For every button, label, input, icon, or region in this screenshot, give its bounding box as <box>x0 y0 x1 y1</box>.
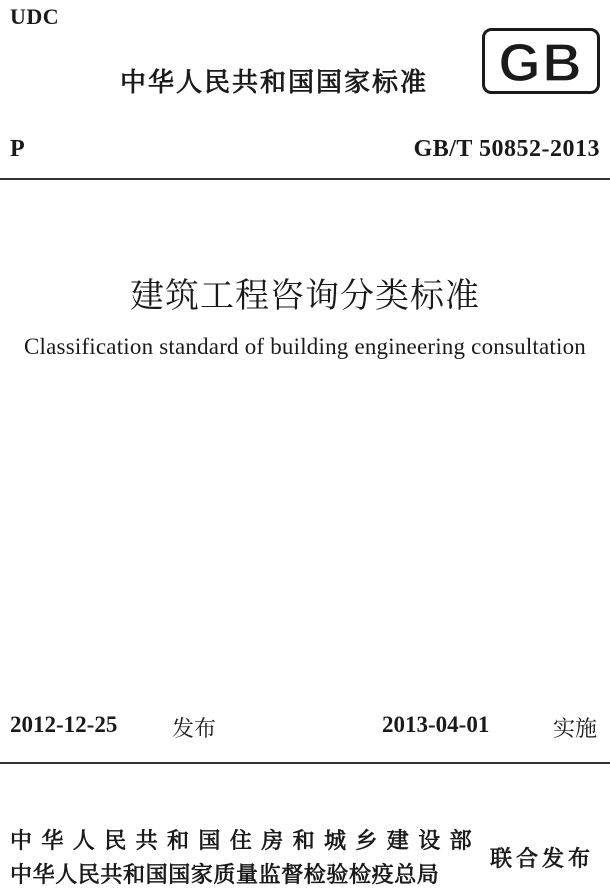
gb-logo-text: GB <box>498 33 584 93</box>
national-standard-heading: 中华人民共和国国家标准 <box>120 68 429 98</box>
footer-divider <box>0 762 610 764</box>
issuer-ministry-housing: 中华人民共和国住房和城乡建设部 <box>10 829 482 854</box>
header-divider <box>0 178 610 180</box>
implementation-date: 2013-04-01 <box>382 712 490 737</box>
standard-number: GB/T 50852-2013 <box>413 136 600 162</box>
gb-logo <box>482 28 600 94</box>
joint-issue-label: 联合发布 <box>490 847 595 872</box>
issue-label: 发布 <box>172 717 217 742</box>
implementation-label: 实施 <box>553 717 598 742</box>
issue-date: 2012-12-25 <box>10 712 118 737</box>
classification-code: P <box>10 136 25 162</box>
title-english: Classification standard of building engineering consultation <box>24 334 586 359</box>
udc-label: UDC <box>10 4 60 29</box>
title-chinese: 建筑工程咨询分类标准 <box>130 276 480 316</box>
issuer-aqsiq: 中华人民共和国国家质量监督检验检疫总局 <box>10 863 440 888</box>
